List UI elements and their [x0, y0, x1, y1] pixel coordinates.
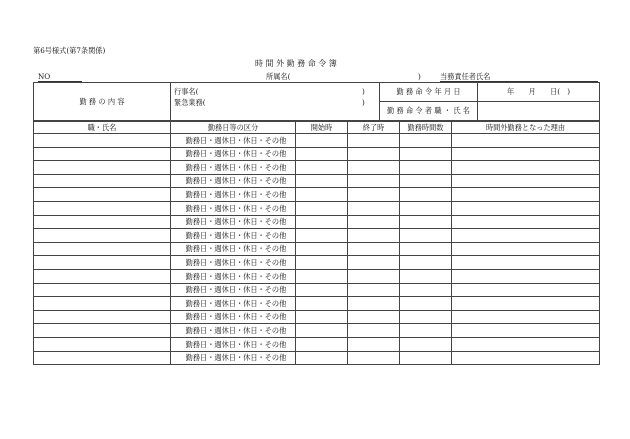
reason-cell[interactable]: [452, 310, 600, 324]
day-category-cell[interactable]: 勤務日・週休日・休日・その他: [171, 297, 296, 311]
day-category-cell[interactable]: 勤務日・週休日・休日・その他: [171, 242, 296, 256]
end-time-cell[interactable]: [348, 297, 400, 311]
day-category-cell[interactable]: 勤務日・週休日・休日・その他: [171, 201, 296, 215]
name-cell[interactable]: [34, 161, 171, 175]
name-cell[interactable]: [34, 297, 171, 311]
name-cell[interactable]: [34, 201, 171, 215]
day-category-cell[interactable]: 勤務日・週休日・休日・その他: [171, 174, 296, 188]
work-content-field[interactable]: [171, 83, 380, 121]
hours-cell[interactable]: [400, 147, 452, 161]
hours-cell[interactable]: [400, 201, 452, 215]
reason-cell[interactable]: [452, 283, 600, 297]
reason-cell[interactable]: [452, 351, 600, 365]
table-row: [34, 337, 600, 351]
form-number: 第6号様式(第7条関係): [33, 46, 106, 55]
reason-cell[interactable]: [452, 242, 600, 256]
hours-cell[interactable]: [400, 324, 452, 338]
name-cell[interactable]: [34, 147, 171, 161]
hours-cell[interactable]: [400, 283, 452, 297]
reason-cell[interactable]: [452, 229, 600, 243]
name-cell[interactable]: [34, 283, 171, 297]
reason-cell[interactable]: [452, 337, 600, 351]
name-cell[interactable]: [34, 269, 171, 283]
department-label: 所属名(: [266, 72, 291, 81]
reason-cell[interactable]: [452, 188, 600, 202]
column-header: 勤務日等の区分: [171, 122, 296, 134]
day-category-cell[interactable]: 勤務日・週休日・休日・その他: [171, 337, 296, 351]
order-date-field[interactable]: [478, 83, 600, 102]
column-header: 終了時: [348, 122, 400, 134]
table-row: [34, 229, 600, 243]
reason-cell[interactable]: [452, 324, 600, 338]
day-category-cell[interactable]: 勤務日・週休日・休日・その他: [171, 215, 296, 229]
form-title: 時 間 外 勤 務 命 令 簿: [255, 59, 337, 68]
name-cell[interactable]: [34, 256, 171, 270]
hours-cell[interactable]: [400, 188, 452, 202]
end-time-cell[interactable]: [348, 351, 400, 365]
hours-cell[interactable]: [400, 229, 452, 243]
hours-cell[interactable]: [400, 161, 452, 175]
name-cell[interactable]: [34, 242, 171, 256]
table-row: [34, 269, 600, 283]
no-label: NO: [38, 72, 51, 81]
hours-cell[interactable]: [400, 256, 452, 270]
reason-cell[interactable]: [452, 201, 600, 215]
hours-cell[interactable]: [400, 215, 452, 229]
end-time-cell[interactable]: [348, 269, 400, 283]
supervisor-label: 当務責任者氏名: [440, 72, 491, 81]
supervisor-field[interactable]: [440, 73, 598, 82]
reason-cell[interactable]: [452, 134, 600, 148]
day-category-cell[interactable]: 勤務日・週休日・休日・その他: [171, 134, 296, 148]
start-time-cell[interactable]: [296, 337, 348, 351]
table-row: [34, 174, 600, 188]
reason-cell[interactable]: [452, 269, 600, 283]
start-time-cell[interactable]: [296, 215, 348, 229]
day-category-cell[interactable]: 勤務日・週休日・休日・その他: [171, 324, 296, 338]
order-date-label: 勤 務 命 令 年 月 日: [380, 83, 478, 102]
hours-cell[interactable]: [400, 269, 452, 283]
start-time-cell[interactable]: [296, 201, 348, 215]
table-row: [34, 297, 600, 311]
orderer-label: 勤 務 命 令 者 職 ・ 氏 名: [380, 102, 478, 121]
name-cell[interactable]: [34, 337, 171, 351]
day-category-cell[interactable]: 勤務日・週休日・休日・その他: [171, 310, 296, 324]
day-category-cell[interactable]: 勤務日・週休日・休日・その他: [171, 188, 296, 202]
reason-cell[interactable]: [452, 174, 600, 188]
table-row: [34, 215, 600, 229]
reason-cell[interactable]: [452, 161, 600, 175]
start-time-cell[interactable]: [296, 324, 348, 338]
start-time-cell[interactable]: [296, 229, 348, 243]
start-time-cell[interactable]: [296, 188, 348, 202]
start-time-cell[interactable]: [296, 242, 348, 256]
table-row: [34, 134, 600, 148]
start-time-cell[interactable]: [296, 283, 348, 297]
end-time-cell[interactable]: [348, 310, 400, 324]
no-field[interactable]: [38, 73, 82, 82]
start-time-cell[interactable]: [296, 161, 348, 175]
work-content-label: 勤 務 の 内 容: [34, 83, 171, 121]
order-date-value: 年 月 日( ): [506, 87, 571, 97]
event-name-close: ): [362, 87, 365, 96]
name-cell[interactable]: [34, 174, 171, 188]
urgent-work-close: ): [362, 98, 365, 107]
table-header-row: [34, 122, 600, 134]
start-time-cell[interactable]: [296, 351, 348, 365]
name-cell[interactable]: [34, 229, 171, 243]
hours-cell[interactable]: [400, 242, 452, 256]
end-time-cell[interactable]: [348, 201, 400, 215]
urgent-work-label: 緊急業務(: [174, 98, 206, 107]
end-time-cell[interactable]: [348, 256, 400, 270]
name-cell[interactable]: [34, 310, 171, 324]
name-cell[interactable]: [34, 188, 171, 202]
hours-cell[interactable]: [400, 297, 452, 311]
start-time-cell[interactable]: [296, 174, 348, 188]
end-time-cell[interactable]: [348, 188, 400, 202]
table-row: [34, 242, 600, 256]
hours-cell[interactable]: [400, 351, 452, 365]
table-row: [34, 201, 600, 215]
reason-cell[interactable]: [452, 256, 600, 270]
end-time-cell[interactable]: [348, 242, 400, 256]
event-name-label: 行事名(: [174, 87, 199, 96]
hours-cell[interactable]: [400, 134, 452, 148]
table-row: [34, 256, 600, 270]
column-header: 開始時: [296, 122, 348, 134]
department-field[interactable]: [301, 73, 415, 81]
name-cell[interactable]: [34, 324, 171, 338]
end-time-cell[interactable]: [348, 283, 400, 297]
start-time-cell[interactable]: [296, 147, 348, 161]
start-time-cell[interactable]: [296, 256, 348, 270]
column-header: 時間外勤務となった理由: [452, 122, 600, 134]
day-category-cell[interactable]: 勤務日・週休日・休日・その他: [171, 147, 296, 161]
end-time-cell[interactable]: [348, 337, 400, 351]
end-time-cell[interactable]: [348, 134, 400, 148]
table-row: [34, 283, 600, 297]
table-row: [34, 147, 600, 161]
start-time-cell[interactable]: [296, 134, 348, 148]
hours-cell[interactable]: [400, 310, 452, 324]
day-category-cell[interactable]: 勤務日・週休日・休日・その他: [171, 283, 296, 297]
table-row: [34, 310, 600, 324]
table-row: [34, 188, 600, 202]
column-header: 職・氏名: [34, 122, 171, 134]
end-time-cell[interactable]: [348, 147, 400, 161]
reason-cell[interactable]: [452, 297, 600, 311]
day-category-cell[interactable]: 勤務日・週休日・休日・その他: [171, 351, 296, 365]
department-close: ): [418, 72, 421, 81]
name-cell[interactable]: [34, 351, 171, 365]
start-time-cell[interactable]: [296, 310, 348, 324]
overtime-table: [33, 121, 600, 365]
day-category-cell[interactable]: 勤務日・週休日・休日・その他: [171, 256, 296, 270]
start-time-cell[interactable]: [296, 269, 348, 283]
end-time-cell[interactable]: [348, 324, 400, 338]
name-cell[interactable]: [34, 215, 171, 229]
header-table: [33, 82, 600, 121]
hours-cell[interactable]: [400, 174, 452, 188]
end-time-cell[interactable]: [348, 229, 400, 243]
start-time-cell[interactable]: [296, 297, 348, 311]
table-row: [34, 351, 600, 365]
end-time-cell[interactable]: [348, 161, 400, 175]
day-category-cell[interactable]: 勤務日・週休日・休日・その他: [171, 229, 296, 243]
orderer-field[interactable]: [478, 102, 600, 121]
reason-cell[interactable]: [452, 215, 600, 229]
table-row: [34, 324, 600, 338]
column-header: 勤務時間数: [400, 122, 452, 134]
end-time-cell[interactable]: [348, 215, 400, 229]
reason-cell[interactable]: [452, 147, 600, 161]
end-time-cell[interactable]: [348, 174, 400, 188]
day-category-cell[interactable]: 勤務日・週休日・休日・その他: [171, 269, 296, 283]
table-row: [34, 161, 600, 175]
hours-cell[interactable]: [400, 337, 452, 351]
day-category-cell[interactable]: 勤務日・週休日・休日・その他: [171, 161, 296, 175]
name-cell[interactable]: [34, 134, 171, 148]
